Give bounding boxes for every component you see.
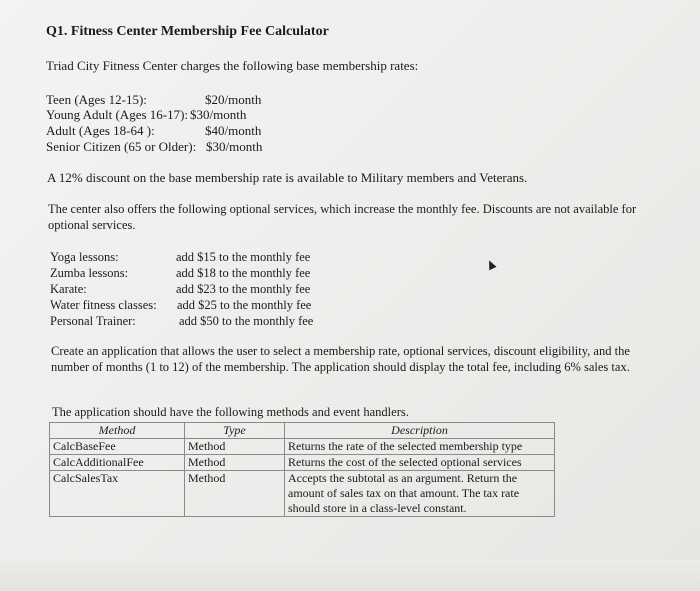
service-name: Yoga lessons: [50, 250, 119, 264]
rate-value: $40/month [205, 123, 262, 138]
methods-table [49, 422, 555, 517]
question-title: Q1. Fitness Center Membership Fee Calculator [46, 24, 329, 39]
service-value: add $23 to the monthly fee [176, 282, 311, 296]
rate-name: Young Adult (Ages 16-17): [46, 107, 189, 122]
header-method: Method [50, 423, 185, 439]
service-name: Karate: [50, 282, 87, 296]
mouse-cursor-icon [485, 259, 496, 271]
method-cell: CalcBaseFee [50, 439, 185, 455]
header-description: Description [285, 423, 555, 439]
service-name: Zumba lessons: [50, 266, 129, 280]
rate-name: Adult (Ages 18-64 ): [46, 123, 155, 138]
table-row [50, 439, 555, 455]
type-cell: Method [185, 471, 285, 517]
description-cell: Returns the rate of the selected membership type [285, 439, 555, 455]
discount-text: A 12% discount on the base membership rate is available to Military members and Veterans. [47, 170, 528, 185]
rate-value: $30/month [206, 139, 263, 154]
description-cell: Accepts the subtotal as an argument. Return the amount of sales tax on that amount. The tax rate should store in a class-level constant. [285, 471, 555, 517]
description-cell: Returns the cost of the selected optional services [285, 455, 555, 471]
page-bottom-margin [0, 560, 700, 591]
rate-value: $30/month [190, 107, 247, 122]
method-cell: CalcSalesTax [50, 471, 185, 517]
methods-intro-text: The application should have the following methods and event handlers. [52, 405, 409, 419]
rate-name: Teen (Ages 12-15): [46, 92, 147, 107]
table-header-row [50, 423, 555, 439]
service-value: add $50 to the monthly fee [179, 314, 314, 328]
type-cell: Method [185, 439, 285, 455]
create-app-text: Create an application that allows the user to select a membership rate, optional services, discount eligibility, and the number of months (1 to 12) of the membership. The application should display the total fee, including 6% sales tax. [51, 344, 630, 374]
service-value: add $25 to the monthly fee [177, 298, 312, 312]
type-cell: Method [185, 455, 285, 471]
rate-value: $20/month [205, 92, 262, 107]
header-type: Type [185, 423, 285, 439]
rate-name: Senior Citizen (65 or Older): [46, 139, 197, 154]
intro-text: Triad City Fitness Center charges the following base membership rates: [46, 58, 419, 73]
service-value: add $15 to the monthly fee [176, 250, 311, 264]
optional-intro-text: The center also offers the following optional services, which increase the monthly fee. Discounts are not available for optional services. [48, 202, 637, 232]
service-value: add $18 to the monthly fee [176, 266, 311, 280]
table-row [50, 455, 555, 471]
table-row [50, 471, 555, 517]
method-cell: CalcAdditionalFee [50, 455, 185, 471]
service-name: Personal Trainer: [50, 314, 136, 328]
service-name: Water fitness classes: [50, 298, 157, 312]
